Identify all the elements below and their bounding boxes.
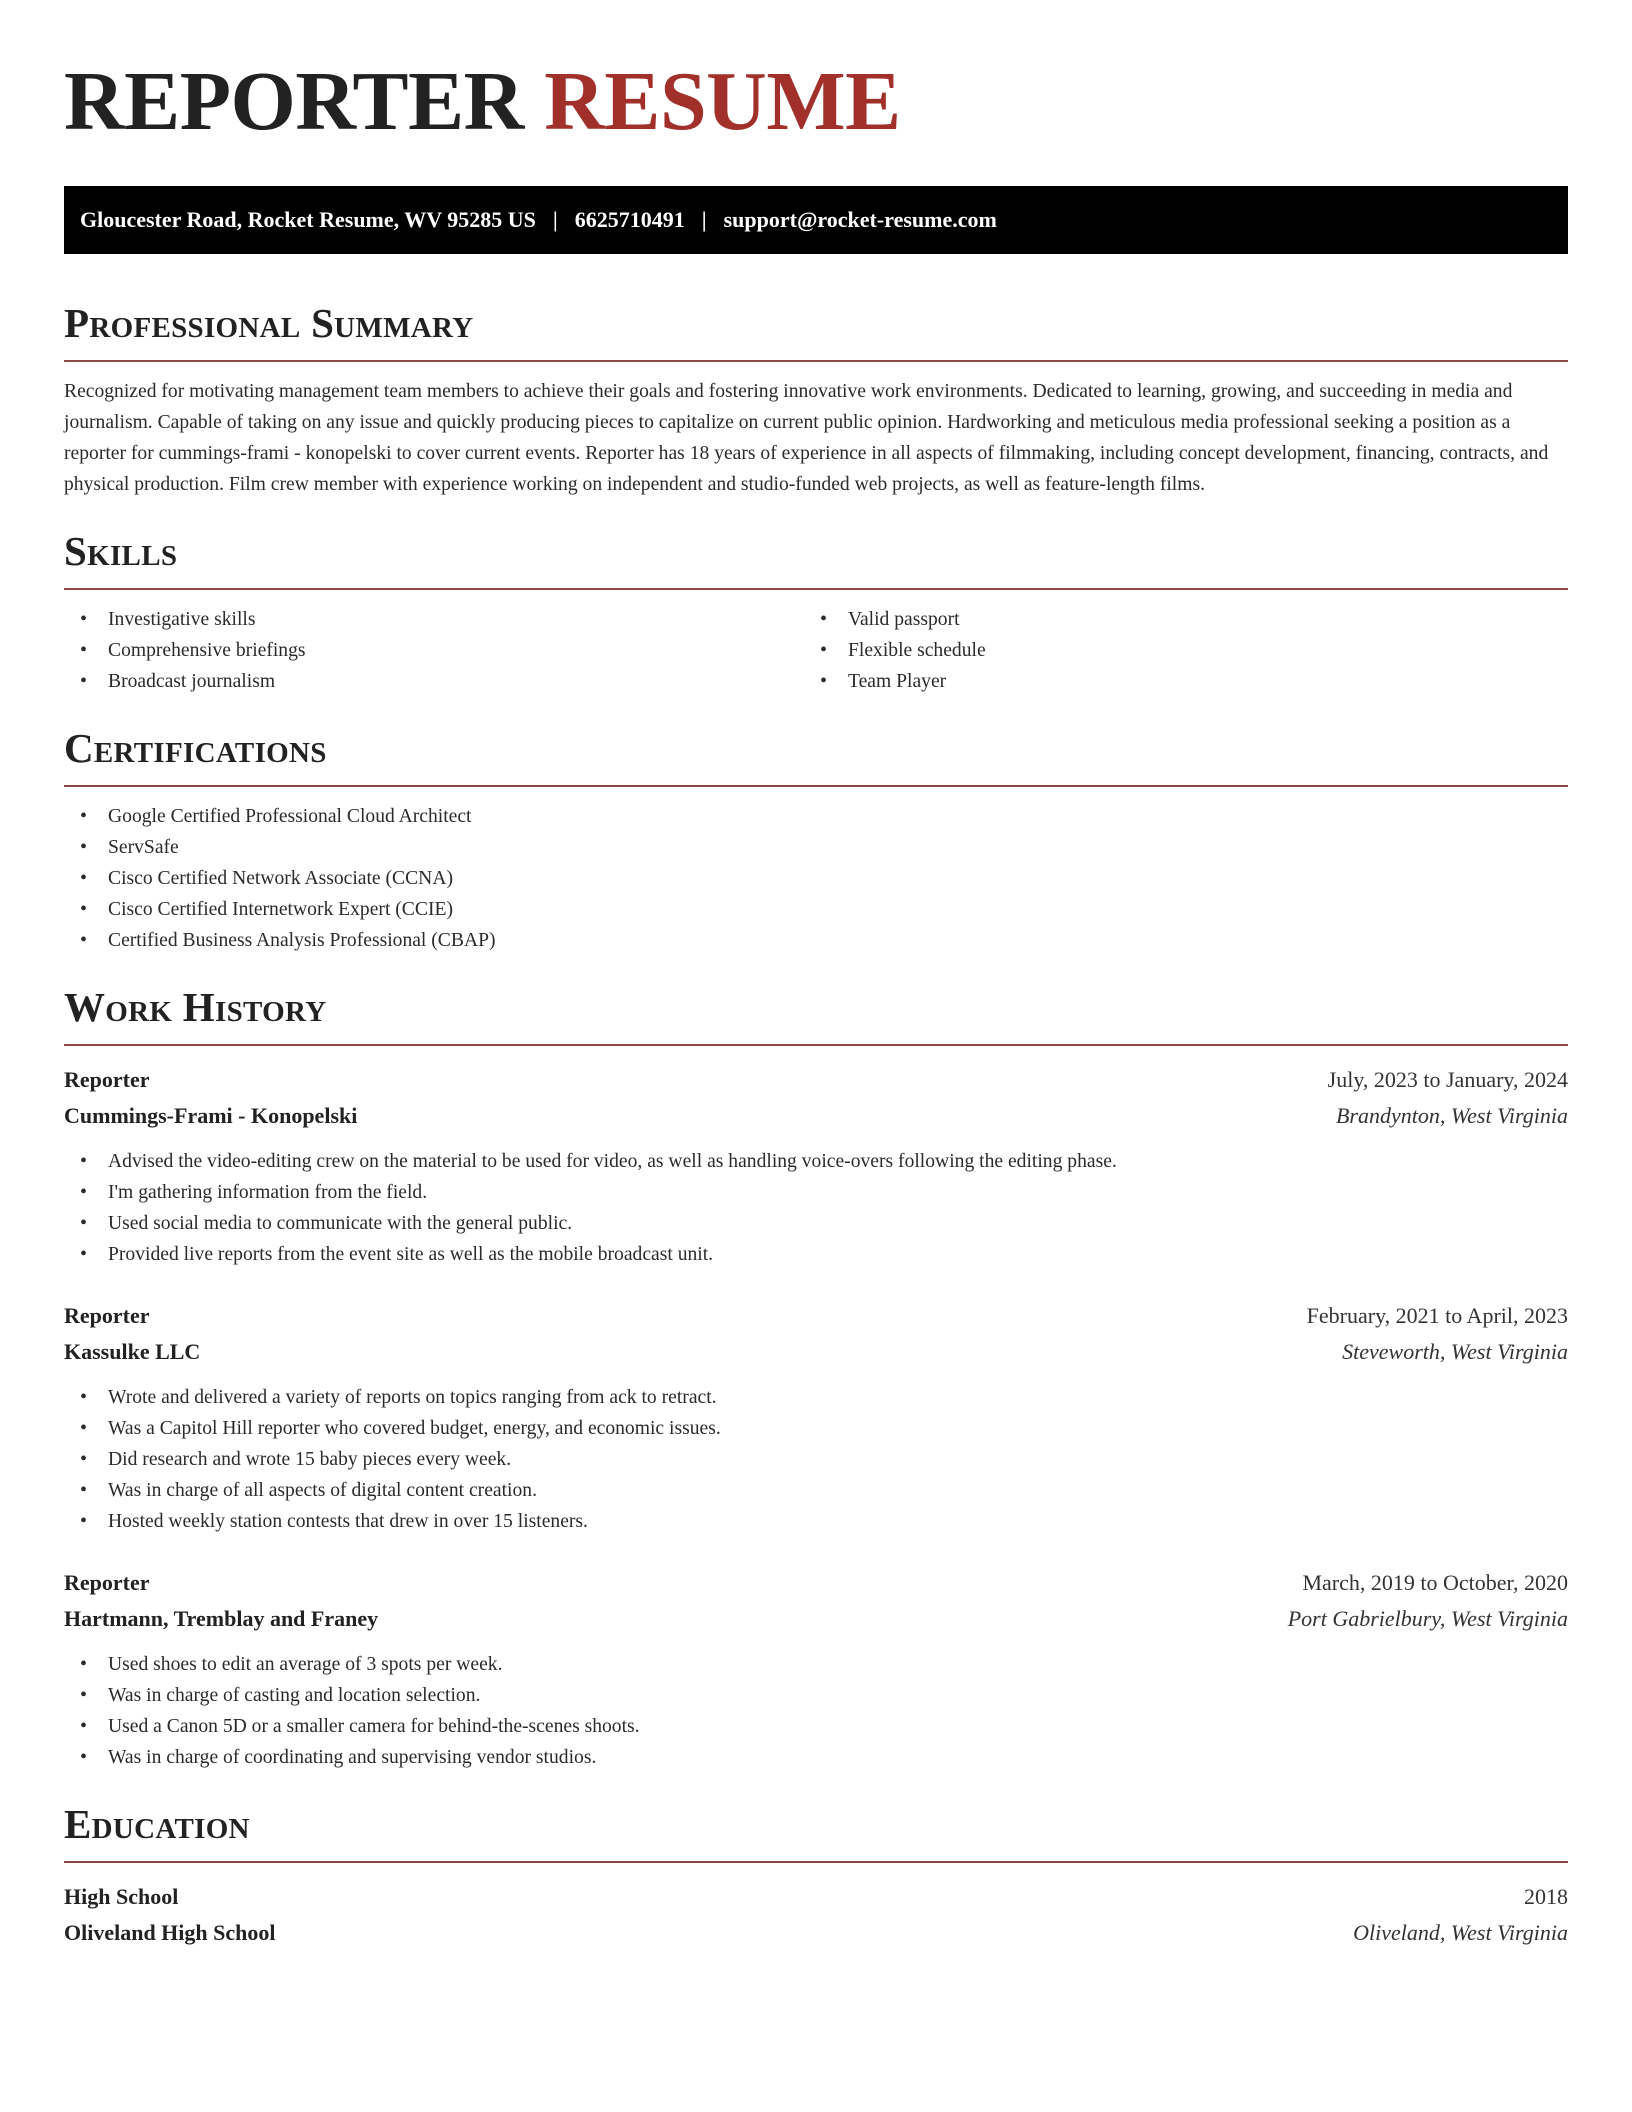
title-second-word: RESUME	[544, 55, 901, 148]
contact-phone: 6625710491	[574, 207, 685, 232]
certification-item: • Cisco Certified Internetwork Expert (CCIE)	[64, 894, 1568, 925]
job-company-row	[64, 1601, 1568, 1637]
job-bullet: • Was a Capitol Hill reporter who covered budget, energy, and economic issues.	[64, 1413, 1568, 1444]
job-bullet: • Used a Canon 5D or a smaller camera for behind-the-scenes shoots.	[64, 1711, 1568, 1742]
skills-section	[64, 526, 1568, 697]
job-header-row	[64, 1565, 1568, 1601]
job-entry	[64, 1298, 1568, 1537]
job-bullet: • Was in charge of coordinating and supervising vendor studios.	[64, 1742, 1568, 1773]
job-company: Cummings-Frami - Konopelski	[64, 1103, 358, 1128]
certification-item: • ServSafe	[64, 832, 1568, 863]
job-bullet: • Advised the video-editing crew on the material to be used for video, as well as handling voice-overs following the editing phase.	[64, 1146, 1568, 1177]
job-bullet: • Used social media to communicate with the general public.	[64, 1208, 1568, 1239]
job-dates: July, 2023 to January, 2024	[1327, 1067, 1568, 1092]
job-bullet: • Used shoes to edit an average of 3 spots per week.	[64, 1649, 1568, 1680]
certifications-list	[64, 801, 1568, 956]
certifications-section	[64, 723, 1568, 956]
section-divider	[64, 1044, 1568, 1046]
resume-title	[64, 56, 1568, 148]
education-heading: Education	[64, 1801, 250, 1847]
section-divider	[64, 1861, 1568, 1863]
job-entry	[64, 1565, 1568, 1773]
job-header-row	[64, 1298, 1568, 1334]
job-bullet: • Wrote and delivered a variety of reports on topics ranging from ack to retract.	[64, 1382, 1568, 1413]
education-section	[64, 1799, 1568, 1951]
job-location: Port Gabrielbury, West Virginia	[1287, 1606, 1568, 1631]
skill-item: • Comprehensive briefings	[64, 635, 804, 666]
job-entry	[64, 1062, 1568, 1270]
job-bullet: • Hosted weekly station contests that drew in over 15 listeners.	[64, 1506, 1568, 1537]
job-company: Hartmann, Tremblay and Franey	[64, 1606, 379, 1631]
skills-heading: Skills	[64, 528, 178, 574]
certification-item: • Certified Business Analysis Professional (CBAP)	[64, 925, 1568, 956]
job-header-row	[64, 1062, 1568, 1098]
summary-section	[64, 298, 1568, 500]
contact-email: support@rocket-resume.com	[723, 207, 997, 232]
job-bullet: • Was in charge of casting and location selection.	[64, 1680, 1568, 1711]
education-school: Oliveland High School	[64, 1920, 276, 1945]
job-title: Reporter	[64, 1067, 150, 1092]
job-dates: February, 2021 to April, 2023	[1306, 1303, 1568, 1328]
job-bullets	[64, 1649, 1568, 1773]
job-title: Reporter	[64, 1303, 150, 1328]
job-company-row	[64, 1098, 1568, 1134]
job-bullet: • I'm gathering information from the field.	[64, 1177, 1568, 1208]
education-degree: High School	[64, 1884, 179, 1909]
certification-item: • Google Certified Professional Cloud Architect	[64, 801, 1568, 832]
contact-separator: |	[552, 207, 558, 232]
education-degree-row	[64, 1879, 1568, 1915]
skills-right-list	[804, 604, 1568, 697]
education-location: Oliveland, West Virginia	[1353, 1920, 1568, 1945]
work-history-section	[64, 982, 1568, 1773]
job-dates: March, 2019 to October, 2020	[1302, 1570, 1568, 1595]
skill-item: • Investigative skills	[64, 604, 804, 635]
job-title: Reporter	[64, 1570, 150, 1595]
job-bullets	[64, 1382, 1568, 1537]
skill-item: • Team Player	[804, 666, 1568, 697]
skills-left-list	[64, 604, 804, 697]
job-bullet: • Was in charge of all aspects of digital content creation.	[64, 1475, 1568, 1506]
job-bullet: • Provided live reports from the event site as well as the mobile broadcast unit.	[64, 1239, 1568, 1270]
education-school-row	[64, 1915, 1568, 1951]
job-company-row	[64, 1334, 1568, 1370]
skill-item: • Broadcast journalism	[64, 666, 804, 697]
education-year: 2018	[1524, 1884, 1568, 1909]
job-location: Brandynton, West Virginia	[1335, 1103, 1568, 1128]
job-bullet: • Did research and wrote 15 baby pieces every week.	[64, 1444, 1568, 1475]
title-first-word: REPORTER	[64, 55, 524, 148]
education-entry	[64, 1879, 1568, 1951]
section-divider	[64, 785, 1568, 787]
contact-separator: |	[701, 207, 707, 232]
work-history-heading: Work History	[64, 984, 327, 1030]
summary-heading: Professional Summary	[64, 300, 474, 346]
skill-item: • Valid passport	[804, 604, 1568, 635]
section-divider	[64, 360, 1568, 362]
certifications-heading: Certifications	[64, 725, 327, 771]
summary-text: Recognized for motivating management team members to achieve their goals and fostering innovative work environments. Dedicated to learning, growing, and succeeding in media and journalism. Capable of taking on any issue and quickly producing pieces to capitalize on current public opinion. Hardworking and meticulous media professional seeking a position as a reporter for cummings-frami - konopelski to cover current events. Reporter has 18 years of experience in all aspects of filmmaking, including concept development, financing, contracts, and physical production. Film crew member with experience working on independent and studio-funded web projects, as well as feature-length films.	[64, 381, 1549, 495]
skill-item: • Flexible schedule	[804, 635, 1568, 666]
skills-grid	[64, 590, 1568, 697]
contact-bar	[64, 186, 1568, 254]
job-company: Kassulke LLC	[64, 1339, 201, 1364]
contact-address: Gloucester Road, Rocket Resume, WV 95285 US	[80, 207, 536, 232]
job-location: Steveworth, West Virginia	[1342, 1339, 1568, 1364]
job-bullets	[64, 1146, 1568, 1270]
certification-item: • Cisco Certified Network Associate (CCNA)	[64, 863, 1568, 894]
